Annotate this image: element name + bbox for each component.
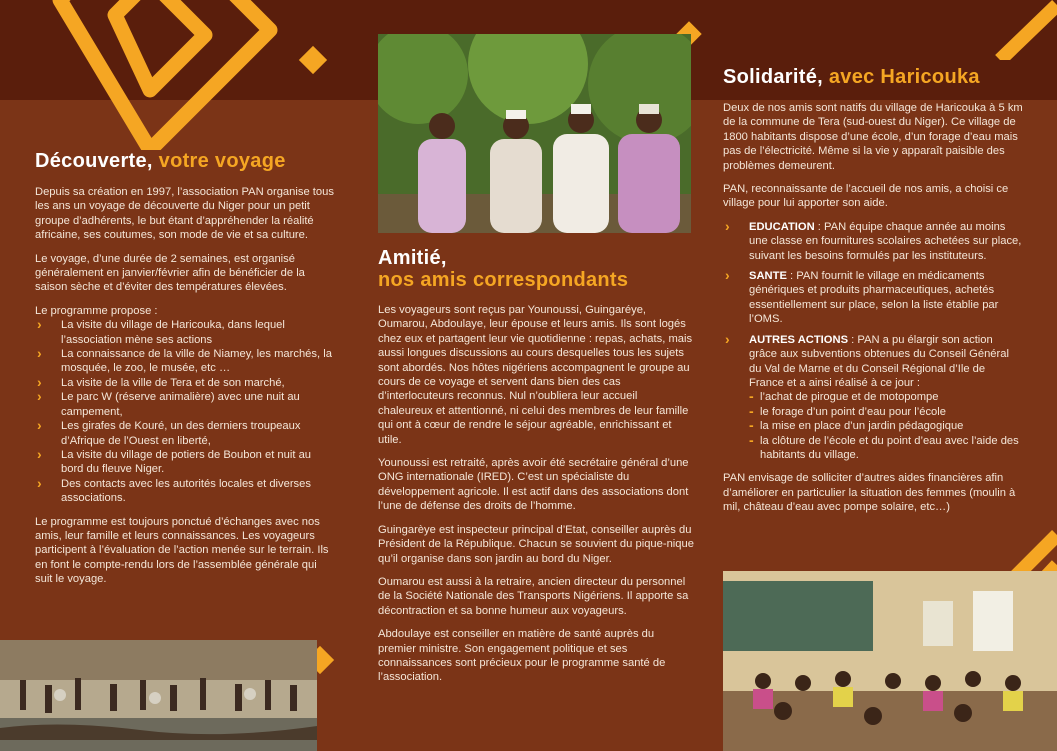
title-main: Découverte, (35, 150, 153, 172)
sub-actions-list (749, 390, 1023, 462)
photo-four-friends (378, 34, 691, 233)
action-text: : PAN a pu élargir son action grâce aux subventions obtenues du Conseil Général du Val de Marne et du Conseil Régional d’Ile de France et a ainsi réalisé à ce jour : (749, 333, 1009, 389)
title-accent: nos amis correspondants (378, 269, 629, 291)
section-title-amitie (378, 247, 694, 291)
action-item-sante (723, 269, 1023, 327)
middle-column (378, 247, 694, 694)
section-title-decouverte (35, 150, 335, 173)
program-list (35, 318, 335, 505)
paragraph: Younoussi est retraité, après avoir été secrétaire général d’une ONG internationale (IRED). C’est un spécialiste du développement agricole. Il est actif dans des associations dont l’une de défense des droits de l’homme. (378, 457, 689, 513)
section-title-solidarite (723, 66, 1023, 89)
closing-paragraph: PAN envisage de solliciter d’autres aides financières afin d’améliorer en particulier la situation des femmes (moulin à mil, château d’eau avec pompe solaire, etc…) (723, 472, 1016, 514)
paragraph: Le voyage, d’une durée de 2 semaines, est organisé généralement en janvier/février afin de bénéficier de la saison sèche et d’éviter des températures élevées. (35, 252, 305, 294)
list-item: - la clôture de l’école et du point d’eau avec l’aide des habitants du village. (749, 434, 1023, 463)
actions-list (723, 220, 1023, 463)
title-main: Solidarité, (723, 66, 823, 88)
title-accent: votre voyage (158, 150, 286, 172)
list-item: › La connaissance de la ville de Niamey, les marchés, la mosquée, le zoo, le musée, etc … (35, 347, 335, 376)
action-label: EDUCATION (749, 220, 815, 233)
list-item: › La visite de la ville de Tera et de son marché, (35, 376, 335, 390)
left-column (35, 150, 335, 596)
list-item: › Des contacts avec les autorités locales et diverses associations. (35, 477, 335, 506)
list-item: › La visite du village de potiers de Boubon et nuit au bord du fleuve Niger. (35, 448, 335, 477)
paragraph: Deux de nos amis sont natifs du village de Haricouka à 5 km de la commune de Tera (sud-ouest du Niger). Ce village de 1800 habitants dispose d’une école, d’un forage d’eau mais pas de l’électricité. Même si la vie y apparaît paisible des problèmes demeurent. (723, 102, 1023, 172)
diamond-ornament-top-left (20, 0, 360, 150)
right-column (723, 66, 1023, 524)
program-label: Le programme propose : (35, 304, 158, 317)
action-label: SANTE (749, 270, 787, 283)
list-item: - l’achat de pirogue et de motopompe (749, 390, 1023, 404)
action-label: AUTRES ACTIONS (749, 333, 849, 346)
list-item: - le forage d’un point d’eau pour l’école (749, 405, 1023, 419)
action-item-education (723, 220, 1023, 263)
list-item: - la mise en place d’un jardin pédagogique (749, 419, 1023, 433)
intro-paragraph: Depuis sa création en 1997, l’association PAN organise tous les ans un voyage de découverte du Niger pour un petit groupe d’adhérents, le but étant d’appréhender la réalité africaine, ses coutumes, son mode de vie et sa culture. (35, 186, 334, 242)
action-text: : PAN fournit le village en médicaments génériques et produits pharmaceutiques, achetés essentiellement sur place, selon la liste établie par l’OMS. (749, 270, 999, 326)
diamond-ornament-top-right (660, 0, 1057, 60)
photo-classroom (723, 571, 1057, 751)
list-item: › Les girafes de Kouré, un des derniers troupeaux d’Afrique de l’Ouest en liberté, (35, 419, 335, 448)
paragraph: Abdoulaye est conseiller en matière de santé auprès du premier ministre. Son engagement politique et ses connaissances sont précieux pour le programme santé de l’association. (378, 628, 666, 684)
title-accent: avec Haricouka (828, 66, 980, 88)
action-text: : PAN équipe chaque année au moins une classe en fournitures scolaires achetées sur place, suivant les besoins formulés par les instituteurs. (749, 220, 1022, 262)
photo-river-market (0, 640, 317, 751)
list-item: › Le parc W (réserve animalière) avec une nuit au campement, (35, 390, 335, 419)
paragraph: PAN, reconnaissante de l’accueil de nos amis, a choisi ce village pour lui apporter son aide. (723, 183, 1009, 210)
paragraph: Les voyageurs sont reçus par Younoussi, Guingaréye, Oumarou, Abdoulaye, leur épouse et leurs amis. Ils sont logés chez eux et partagent leur vie quotidienne : repas, achats, mais aussi longues discussions au cours desquelles tous les sujets sont abordés. Nos hôtes nigériens accompagnent le groupe au cours de ce voyage et servent dans bien des cas d’interlocuteurs reconnus. Nul n’oubliera leur accueil chaleureux et attentionné, ni celui des membres de leur famille qui ont à cœur de rendre le séjour agréable, enrichissant et utile. (378, 304, 693, 446)
paragraph: Oumarou est aussi à la retraire, ancien directeur du personnel de la Société Nationale des Transports Nigériens. Il apporte sa décontraction et sa bonne humeur aux voyageurs. (378, 575, 689, 617)
paragraph: Guingarèye est inspecteur principal d’Etat, conseiller auprès du Président de la République. Chacun se souvient du pique-nique qu’il organise dans son jardin au bord du Niger. (378, 523, 694, 565)
list-item: › La visite du village de Haricouka, dans lequel l’association mène ses actions (35, 318, 335, 347)
title-main: Amitié, (378, 247, 447, 269)
action-item-autres (723, 333, 1023, 463)
closing-paragraph: Le programme est toujours ponctué d’échanges avec nos amis, leur famille et leurs connaissances. Les voyageurs participent à l’évaluation de l’action menée sur le terrain. Ils en font le compte-rendu lors de l’assemblée générale qui suit le voyage. (35, 515, 329, 586)
